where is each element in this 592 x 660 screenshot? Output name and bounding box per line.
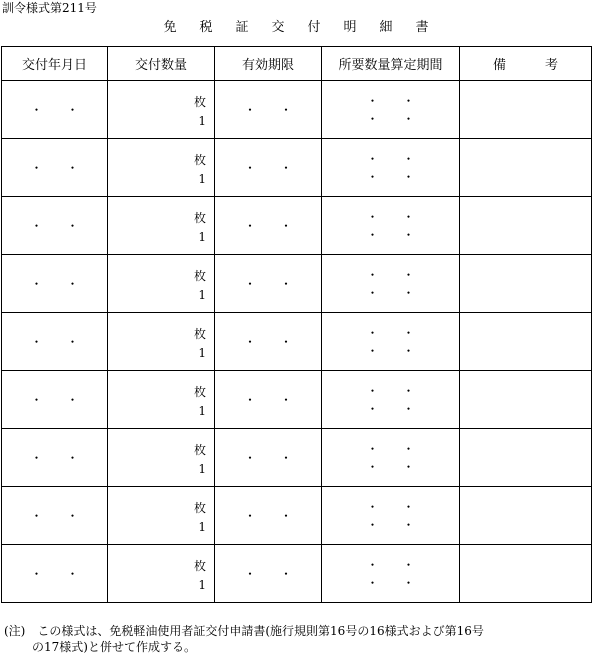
issue-date-cell[interactable] [2,81,108,139]
remarks-cell[interactable] [460,255,592,313]
issue-date-cell[interactable] [2,429,108,487]
issue-date-cell[interactable] [2,255,108,313]
quantity-value: 1 [198,578,206,592]
expiry-value: ・ ・ [243,219,292,233]
calc-period-cell[interactable] [322,371,460,429]
quantity-unit: 枚 [193,559,206,573]
table-row [2,371,592,429]
footnote-line: (注) この様式は、免税軽油使用者証交付申請書(施行規則第16号の16様式および第16号 [4,624,484,638]
quantity-unit: 枚 [193,501,206,515]
quantity-unit: 枚 [193,95,206,109]
quantity-value: 1 [198,462,206,476]
remarks-cell[interactable] [460,81,592,139]
period-end-value: ・ ・ [366,344,415,358]
calc-period-cell[interactable] [322,545,460,603]
issue-quantity-cell[interactable] [108,139,215,197]
period-start-value: ・ ・ [366,152,415,166]
issue-date-cell[interactable] [2,197,108,255]
issue-date-value: ・ ・ [30,103,79,117]
issue-quantity-cell[interactable] [108,197,215,255]
period-end-value: ・ ・ [366,170,415,184]
expiry-value: ・ ・ [243,335,292,349]
expiry-value: ・ ・ [243,277,292,291]
table-row [2,255,592,313]
form-title [0,20,592,36]
calc-period-cell[interactable] [322,197,460,255]
expiry-cell[interactable] [215,139,322,197]
issue-date-value: ・ ・ [30,509,79,523]
issue-date-value: ・ ・ [30,393,79,407]
calc-period-cell[interactable] [322,139,460,197]
quantity-unit: 枚 [193,211,206,225]
header-issue-date: 交付年月日 [2,47,108,81]
issue-date-value: ・ ・ [30,161,79,175]
period-end-value: ・ ・ [366,112,415,126]
period-start-value: ・ ・ [366,268,415,282]
calc-period-cell[interactable] [322,81,460,139]
remarks-cell[interactable] [460,545,592,603]
period-end-value: ・ ・ [366,402,415,416]
quantity-value: 1 [198,288,206,302]
quantity-value: 1 [198,346,206,360]
issue-date-cell[interactable] [2,487,108,545]
issue-date-value: ・ ・ [30,567,79,581]
period-start-value: ・ ・ [366,210,415,224]
expiry-cell[interactable] [215,371,322,429]
issue-quantity-cell[interactable] [108,371,215,429]
quantity-value: 1 [198,114,206,128]
issue-quantity-cell[interactable] [108,487,215,545]
issue-quantity-cell[interactable] [108,81,215,139]
quantity-value: 1 [198,404,206,418]
period-start-value: ・ ・ [366,326,415,340]
expiry-value: ・ ・ [243,393,292,407]
expiry-cell[interactable] [215,313,322,371]
table-row [2,139,592,197]
remarks-cell[interactable] [460,371,592,429]
form-number: 訓令様式第211号 [2,1,97,15]
period-end-value: ・ ・ [366,518,415,532]
quantity-unit: 枚 [193,385,206,399]
period-end-value: ・ ・ [366,228,415,242]
period-end-value: ・ ・ [366,576,415,590]
title-char: 付 [307,20,321,35]
calc-period-cell[interactable] [322,429,460,487]
period-start-value: ・ ・ [366,94,415,108]
table-row [2,81,592,139]
period-start-value: ・ ・ [366,500,415,514]
table-row [2,313,592,371]
expiry-cell[interactable] [215,487,322,545]
expiry-value: ・ ・ [243,451,292,465]
issue-date-cell[interactable] [2,545,108,603]
footnote-line: の17様式)と併せて作成する。 [32,640,196,654]
issue-date-cell[interactable] [2,371,108,429]
expiry-value: ・ ・ [243,103,292,117]
header-issue-quantity: 交付数量 [108,47,215,81]
expiry-cell[interactable] [215,81,322,139]
remarks-cell[interactable] [460,139,592,197]
expiry-cell[interactable] [215,255,322,313]
period-start-value: ・ ・ [366,442,415,456]
table-row [2,545,592,603]
expiry-value: ・ ・ [243,161,292,175]
quantity-unit: 枚 [193,153,206,167]
issue-date-value: ・ ・ [30,451,79,465]
header-expiry: 有効期限 [215,47,322,81]
title-char: 免 [163,20,177,35]
table-row [2,429,592,487]
quantity-unit: 枚 [193,269,206,283]
calc-period-cell[interactable] [322,487,460,545]
remarks-cell[interactable] [460,487,592,545]
expiry-value: ・ ・ [243,567,292,581]
quantity-unit: 枚 [193,327,206,341]
table-row [2,487,592,545]
title-char: 証 [235,20,249,35]
period-end-value: ・ ・ [366,286,415,300]
period-end-value: ・ ・ [366,460,415,474]
expiry-cell[interactable] [215,545,322,603]
period-start-value: ・ ・ [366,384,415,398]
issue-date-value: ・ ・ [30,335,79,349]
title-char: 書 [415,20,429,35]
title-char: 税 [199,20,213,35]
issue-quantity-cell[interactable] [108,255,215,313]
header-row [2,47,592,81]
issue-date-value: ・ ・ [30,219,79,233]
remarks-cell[interactable] [460,313,592,371]
expiry-cell[interactable] [215,429,322,487]
calc-period-cell[interactable] [322,255,460,313]
calc-period-cell[interactable] [322,313,460,371]
issue-quantity-cell[interactable] [108,429,215,487]
title-char: 細 [379,20,393,35]
issue-quantity-cell[interactable] [108,313,215,371]
title-char: 交 [271,20,285,35]
remarks-cell[interactable] [460,429,592,487]
quantity-value: 1 [198,520,206,534]
quantity-value: 1 [198,230,206,244]
remarks-cell[interactable] [460,197,592,255]
expiry-value: ・ ・ [243,509,292,523]
quantity-unit: 枚 [193,443,206,457]
header-calc-period: 所要数量算定期間 [322,47,460,81]
issue-date-cell[interactable] [2,139,108,197]
title-char: 明 [343,20,357,35]
issue-quantity-cell[interactable] [108,545,215,603]
expiry-cell[interactable] [215,197,322,255]
period-start-value: ・ ・ [366,558,415,572]
issue-date-cell[interactable] [2,313,108,371]
header-remarks: 備 考 [460,47,592,81]
detail-table [1,46,592,603]
footnote [4,623,592,655]
quantity-value: 1 [198,172,206,186]
issue-date-value: ・ ・ [30,277,79,291]
table-row [2,197,592,255]
